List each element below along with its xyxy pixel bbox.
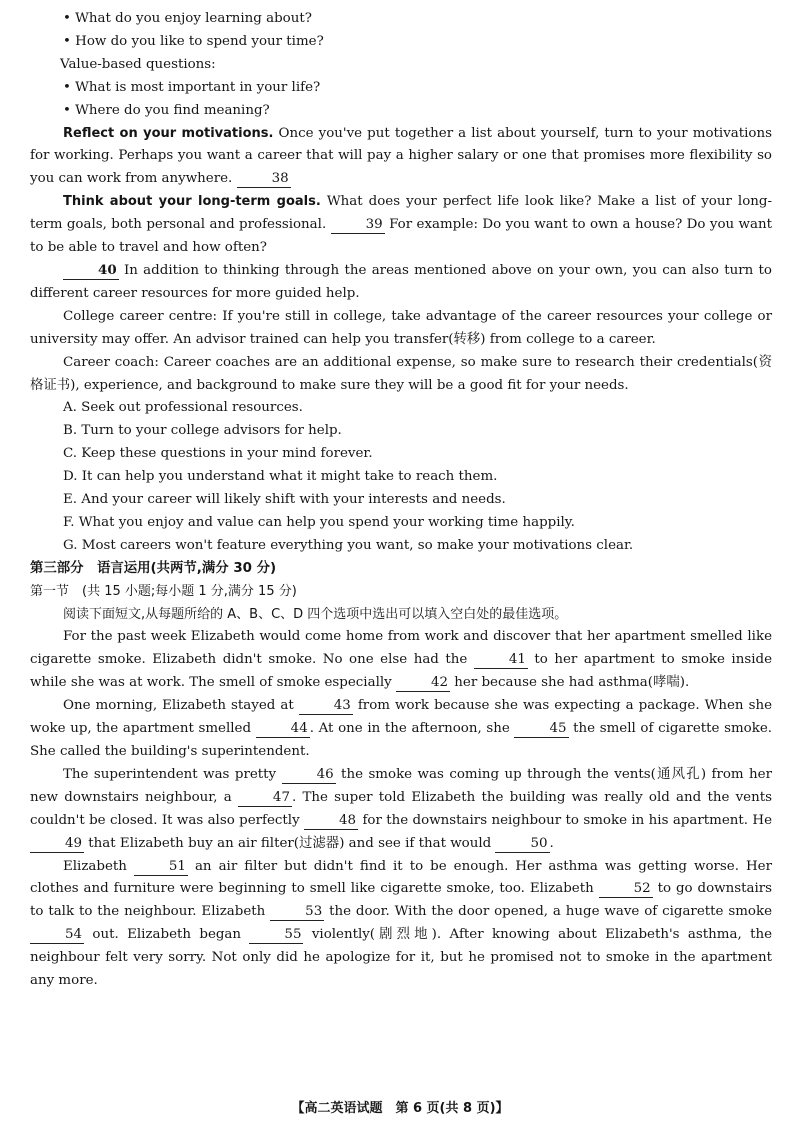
option-g: G. Most careers won't feature everything you want, so make your motivations clear. [63,537,634,553]
blank-51[interactable]: 51 [134,858,188,876]
option-d: D. It can help you understand what it might take to reach them. [63,469,498,485]
blank-41[interactable]: 41 [474,651,528,669]
option-c: C. Keep these questions in your mind forever. [63,446,373,462]
section1-title: 第一节 (共 15 小题;每小题 1 分,满分 15 分) [30,583,297,599]
blank-46[interactable]: 46 [282,766,336,784]
blank-40[interactable]: 40 [63,262,119,280]
cloze-paragraph-2: One morning, Elizabeth stayed at 43 from work because she was expecting a package. When she woke up, the apartment smelled 44 . At one in the afternoon, she 45 the smell of cigarette smoke. She called the building's superintendent. [30,698,773,759]
cloze-paragraph-3: The superintendent was pretty 46 the smoke was coming up through the vents(通风孔) from her new downstairs neighbour, a 47 . The super told Elizabeth the building was really old and the vents couldn't be closed. It was also perfectly 48 for the downstairs neighbour to smoke in his apartment. He 49 that Elizabeth buy an air filter(过滤器) and see if that would 50 . [30,766,773,851]
blank-47[interactable]: 47 [238,789,292,807]
option-b: B. Turn to your college advisors for help. [63,423,342,439]
question-bullet: • What is most important in your life? [63,79,321,95]
paragraph-goals: Think about your long-term goals. What does your perfect life look like? Make a list of your long-term goals, both personal and professional. 39 For example: Do you want to own a house? Do you want to be able to travel and how often? [30,194,772,256]
question-bullet: • What do you enjoy learning about? [63,11,312,26]
exam-page [30,8,772,993]
paragraph-college-centre: College career centre: If you're still in college, take advantage of the career resources your college or university may offer. An advisor trained can help you transfer(转移) from college to a career. [30,308,772,347]
blank-53[interactable]: 53 [270,903,324,921]
blank-39[interactable]: 39 [331,216,385,234]
blank-44[interactable]: 44 [256,720,310,738]
paragraph-lead: Think about your long-term goals. [63,194,321,210]
option-f: F. What you enjoy and value can help you spend your working time happily. [63,514,575,530]
blank-48[interactable]: 48 [304,812,358,830]
question-bullet: • How do you like to spend your time? [63,33,324,49]
paragraph-resources: 40 In addition to thinking through the areas mentioned above on your own, you can also turn to different career resources for more guided help. [30,261,772,301]
cloze-paragraph-1: For the past week Elizabeth would come home from work and discover that her apartment smelled like cigarette smoke. Elizabeth didn't smoke. No one else had the 41 to her apartment to smoke inside while she was at work. The smell of smoke especially 42 her because she had asthma(哮喘). [30,629,772,691]
question-bullet: • Where do you find meaning? [63,102,270,118]
blank-54[interactable]: 54 [30,926,84,944]
blank-55[interactable]: 55 [249,926,303,944]
blank-49[interactable]: 49 [30,835,84,853]
part3-title: 第三部分 语言运用(共两节,满分 30 分) [30,560,277,576]
blank-52[interactable]: 52 [599,880,653,898]
section-instruction: 阅读下面短文,从每题所给的 A、B、C、D 四个选项中选出可以填入空白处的最佳选项。 [63,606,568,622]
cloze-paragraph-4: Elizabeth 51 an air filter but didn't find it to be enough. Her asthma was getting worse. Her clothes and furniture were beginning to smell like cigarette smoke, too. Elizabeth 52 to go downstairs to talk to the neighbour. Elizabeth 53 the door. With the door opened, a huge wave of cigarette smoke 54 out. Elizabeth began 55 violently(剧烈地). After knowing about Elizabeth's asthma, the neighbour felt very sorry. Not only did he apologize for it, but he promised not to smoke in the apartment any more. [30,858,773,989]
paragraph-motivations: Reflect on your motivations. Once you've put together a list about yourself, turn to your motivations for working. Perhaps you want a career that will pay a higher salary or one that promises more flexibility so you can work from anywhere. 38 [30,125,772,187]
value-heading: Value-based questions: [60,56,216,72]
blank-43[interactable]: 43 [299,697,353,715]
blank-42[interactable]: 42 [396,674,450,692]
blank-45[interactable]: 45 [514,720,568,738]
option-e: E. And your career will likely shift with your interests and needs. [63,492,506,508]
blank-50[interactable]: 50 [495,835,549,853]
page-footer: 【高二英语试题 第 6 页(共 8 页)】 [291,1101,509,1116]
option-a: A. Seek out professional resources. [63,400,303,416]
blank-38[interactable]: 38 [237,170,291,188]
paragraph-career-coach: Career coach: Career coaches are an additional expense, so make sure to research their credentials(资格证书), experience, and background to make sure they will be a good fit for your needs. [30,354,772,393]
paragraph-lead: Reflect on your motivations. [63,125,274,141]
